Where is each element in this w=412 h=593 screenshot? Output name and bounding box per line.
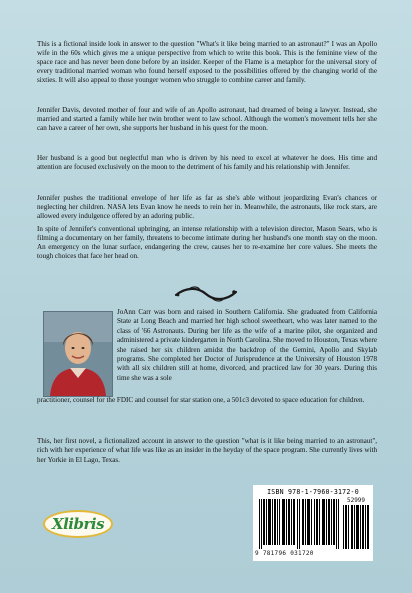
addon-barcode-bars (343, 505, 369, 549)
publisher-logo (43, 510, 113, 538)
author-bio-continued: practitioner, counsel for the FDIC and counsel for star station one, a 501c3 devoted to space education for children. (37, 396, 365, 404)
synopsis-paragraph-2: Jennifer Davis, devoted mother of four and wife of an Apollo astronaut, had dreamed of being a lawyer. Instead, she married and started a family while her twin brother went to law school. Although the women's movement tells her she can have a career of her own, she supports her husband in his quest for the moon. (37, 106, 377, 133)
ornamental-flourish-icon (174, 284, 238, 304)
author-closing-paragraph: This, her first novel, a fictionalized account in answer to the question "what is it like being married to an astronaut", rich with her experience of what life was like as an insider in the heyday of the space program. She currently lives with her Yorkie in El Lago, Texas. (37, 437, 377, 464)
author-bio: JoAnn Carr was born and raised in Southern California. She graduated from California State at Long Beach and married her high school sweetheart, who was later named to the class of '66 Astronauts. During her life as the wife of a marine pilot, she organized and administered a private kindergarten in North Carolina. She moved to Houston, Texas where she raised her six children amidst the backdrop of the Gemini, Apollo and Skylab programs. She completed her Doctor of Jurisprudence at the University of Houston 1978 with all six children still at home, divorced, and practiced law for 30 years. During this time she was a sole (117, 308, 377, 382)
synopsis-paragraph-4: Jennifer pushes the traditional envelope of her life as far as she's able without jeopardizing Evan's chances or neglecting her children. NASA lets Evan know he needs to rein her in. Meanwhile, the astronauts, like rock stars, are allowed every indulgence offered by an adoring public. (37, 194, 377, 221)
synopsis-paragraph-5: In spite of Jennifer's conventional upbringing, an intense relationship with a television director, Mason Sears, who is filming a documentary on her family, threatens to become intimate during her husband's one month stay on the moon. An emergency on the lunar surface, endangering the crew, causes her to re-examine her core values. She meets the tough choices that face her head on. (37, 225, 377, 261)
ean-digits: 9 781796 031720 (255, 550, 314, 557)
synopsis-paragraph-3: Her husband is a good but neglectful man who is driven by his need to excel at whatever he does. His time and attention are focused exclusively on the moon to the detriment of his family and his relationship with Jennifer. (37, 154, 377, 172)
isbn-label: ISBN 978-1-7960-3172-0 (267, 488, 359, 496)
synopsis-paragraph-1: This is a fictional inside look in answer to the question "What's it like being married to an astronaut?" I was an Apollo wife in the 60s which gives me a unique perspective from which to write this book. This is the feminine view of the space race and has never been done before by an insider. Keeper of the Flame is a metaphor for the universal story of every traditional married woman who found herself exposed to the possibilities offered by the changing world of the sixties. It will also appeal to those younger women who struggle to combine career and family. (37, 40, 377, 85)
isbn-barcode (253, 485, 373, 561)
author-photo (43, 311, 113, 397)
ean-barcode-bars (259, 499, 339, 549)
publisher-logo-text: Xlibris (51, 515, 105, 533)
price-code: 52999 (346, 497, 366, 504)
